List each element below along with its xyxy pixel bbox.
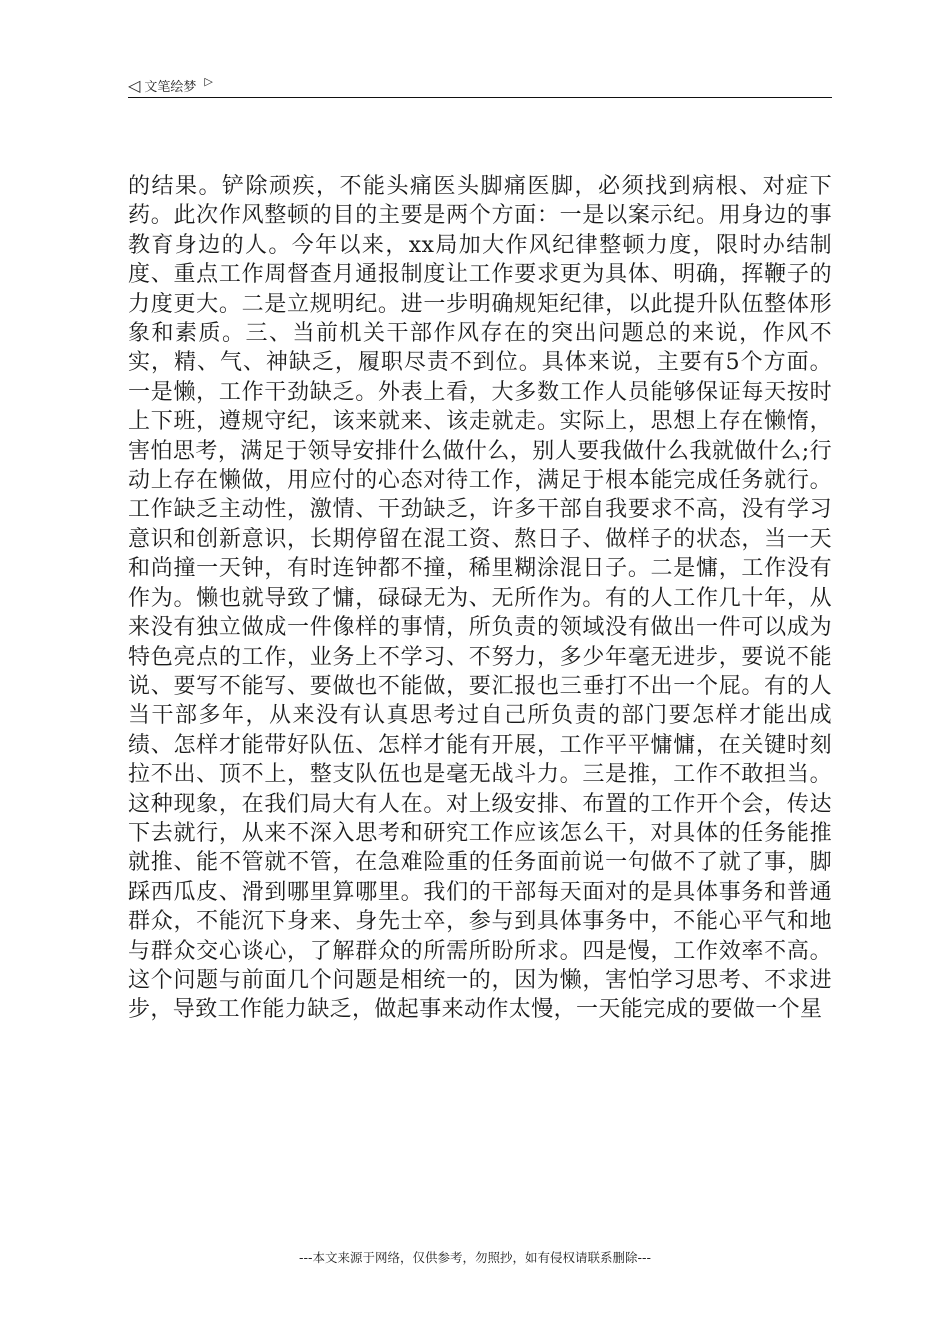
triangle-left-icon: ◁ (128, 75, 141, 95)
header-divider (128, 97, 832, 98)
brand (128, 76, 213, 95)
triangle-right-icon: ▷ (204, 75, 213, 88)
page-header (128, 74, 832, 98)
body-paragraph: 的结果。铲除顽疾，不能头痛医头脚痛医脚，必须找到病根、对症下药。此次作风整顿的目的主要是两个方面：一是以案示纪。用身边的事教育身边的人。今年以来，xx局加大作风纪律整顿力度，限时办结制度、重点工作周督查月通报制度让工作要求更为具体、明确，挥鞭子的力度更大。二是立规明纪。进一步明确规矩纪律，以此提升队伍整体形象和素质。三、当前机关干部作风存在的突出问题总的来说，作风不实，精、气、神缺乏，履职尽责不到位。具体来说，主要有5个方面。一是懒，工作干劲缺乏。外表上看，大多数工作人员能够保证每天按时上下班，遵规守纪，该来就来、该走就走。实际上，思想上存在懒惰，害怕思考，满足于领导安排什么做什么，别人要我做什么我就做什么;行动上存在懒做，用应付的心态对待工作，满足于根本能完成任务就行。工作缺乏主动性，激情、干劲缺乏，许多干部自我要求不高，没有学习意识和创新意识，长期停留在混工资、熬日子、做样子的状态，当一天和尚撞一天钟，有时连钟都不撞，稀里糊涂混日子。二是慵，工作没有作为。懒也就导致了慵，碌碌无为、无所作为。有的人工作几十年，从来没有独立做成一件像样的事情，所负责的领域没有做出一件可以成为特色亮点的工作，业务上不学习、不努力，多少年毫无进步，要说不能说、要写不能写、要做也不能做，要汇报也三垂打不出一个屁。有的人当干部多年，从来没有认真思考过自己所负责的部门要怎样才能出成绩、怎样才能带好队伍、怎样才能有开展，工作平平慵慵，在关键时刻拉不出、顶不上，整支队伍也是毫无战斗力。三是推，工作不敢担当。这种现象，在我们局大有人在。对上级安排、布置的工作开个会，传达下去就行，从来不深入思考和研究工作应该怎么干，对具体的任务能推就推、能不管就不管，在急难险重的任务面前说一句做不了就了事，脚踩西瓜皮、滑到哪里算哪里。我们的干部每天面对的是具体事务和普通群众，不能沉下身来、身先士卒，参与到具体事务中，不能心平气和地与群众交心谈心，了解群众的所需所盼所求。四是慢，工作效率不高。这个问题与前面几个问题是相统一的，因为懒，害怕学习思考、不求进步，导致工作能力缺乏，做起事来动作太慢，一天能完成的要做一个星 (128, 174, 832, 1023)
footer-disclaimer: ---本文来源于网络，仅供参考，勿照抄，如有侵权请联系删除--- (298, 1250, 652, 1265)
brand-name: 文笔绘梦 (144, 80, 197, 95)
